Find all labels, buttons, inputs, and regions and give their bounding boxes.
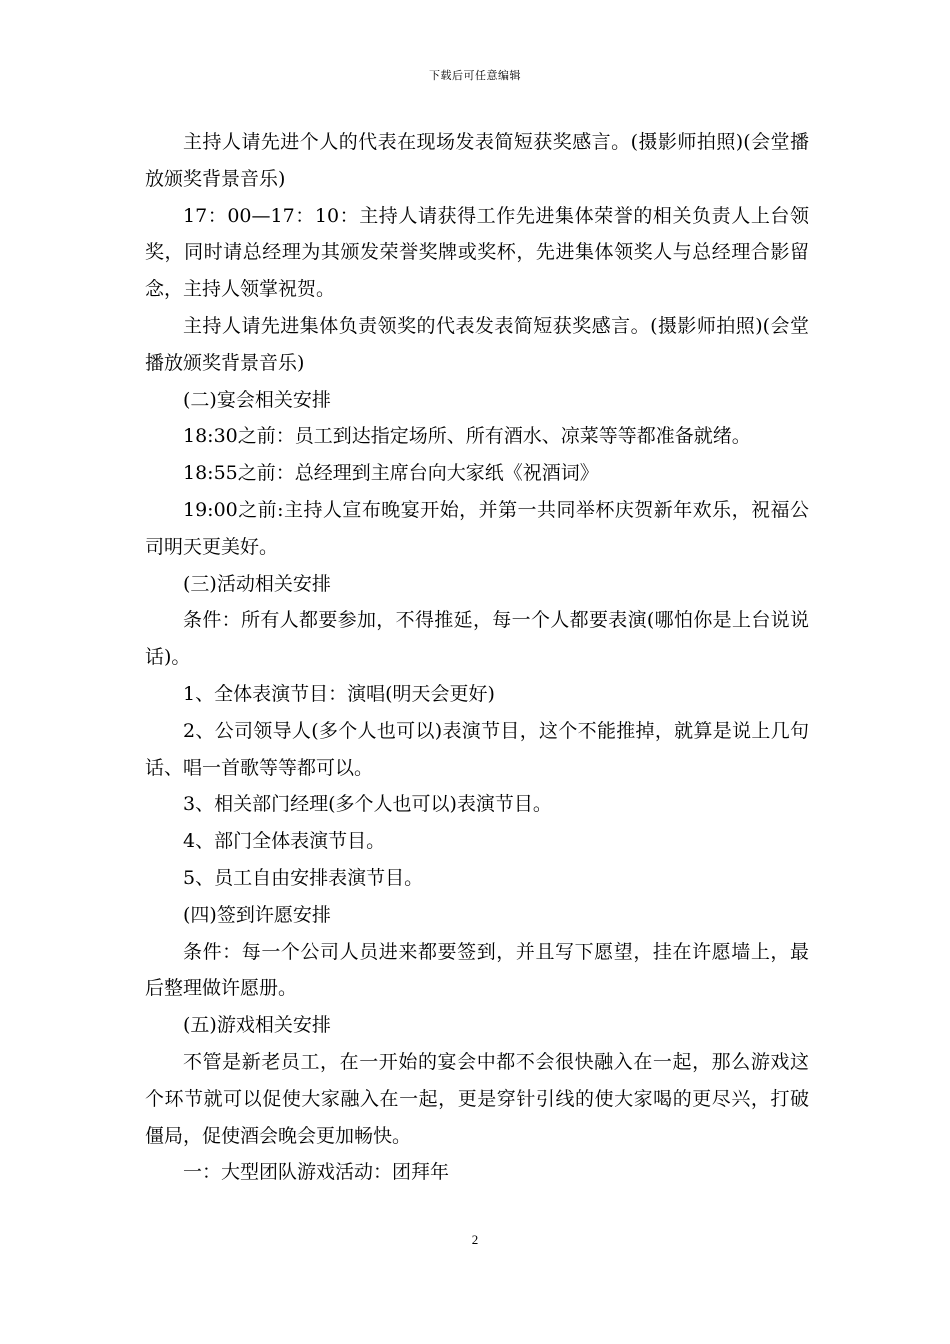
paragraph: 一：大型团队游戏活动：团拜年 — [183, 1161, 450, 1184]
section-heading: (三)活动相关安排 — [183, 572, 331, 595]
page-header: 下载后可任意编辑 — [429, 69, 521, 82]
list-item: 3、相关部门经理(多个人也可以)表演节目。 — [183, 793, 552, 816]
paragraph: 17：00—17：10：主持人请获得工作先进集体荣誉的相关负责人上台领奖，同时请总经理为其颁发荣誉奖牌或奖杯，先进集体领奖人与总经理合影留念，主持人领掌祝贺。 — [145, 204, 809, 301]
paragraph: 主持人请先进个人的代表在现场发表简短获奖感言。(摄影师拍照)(会堂播放颁奖背景音乐) — [145, 131, 809, 190]
list-item: 4、部门全体表演节目。 — [183, 830, 386, 853]
page-number: 2 — [471, 1232, 479, 1247]
paragraph: 18:55之前：总经理到主席台向大家纸《祝酒词》 — [183, 462, 599, 485]
paragraph: 18:30之前：员工到达指定场所、所有酒水、凉菜等等都准备就绪。 — [183, 425, 751, 448]
list-item: 5、员工自由安排表演节目。 — [183, 866, 424, 889]
list-item: 1、全体表演节目：演唱(明天会更好) — [183, 682, 495, 705]
section-heading: (五)游戏相关安排 — [183, 1014, 331, 1037]
list-item: 2、公司领导人(多个人也可以)表演节目，这个不能推掉，就算是说上几句话、唱一首歌等等都可以。 — [145, 719, 809, 779]
section-heading: (四)签到许愿安排 — [183, 903, 331, 926]
paragraph: 主持人请先进集体负责领奖的代表发表简短获奖感言。(摄影师拍照)(会堂播放颁奖背景音乐) — [145, 314, 809, 374]
paragraph: 条件：所有人都要参加，不得推延，每一个人都要表演(哪怕你是上台说说话)。 — [145, 609, 809, 669]
paragraph: 19:00之前:主持人宣布晚宴开始，并第一共同举杯庆贺新年欢乐，祝福公司明天更美好。 — [145, 498, 809, 558]
paragraph: 不管是新老员工，在一开始的宴会中都不会很快融入在一起，那么游戏这个环节就可以促使大家融入在一起，更是穿针引线的使大家喝的更尽兴，打破僵局，促使酒会晚会更加畅快。 — [145, 1050, 809, 1147]
section-heading: (二)宴会相关安排 — [183, 388, 331, 411]
document-body — [145, 124, 809, 1191]
paragraph: 条件：每一个公司人员进来都要签到，并且写下愿望，挂在许愿墙上，最后整理做许愿册。 — [145, 940, 809, 1000]
